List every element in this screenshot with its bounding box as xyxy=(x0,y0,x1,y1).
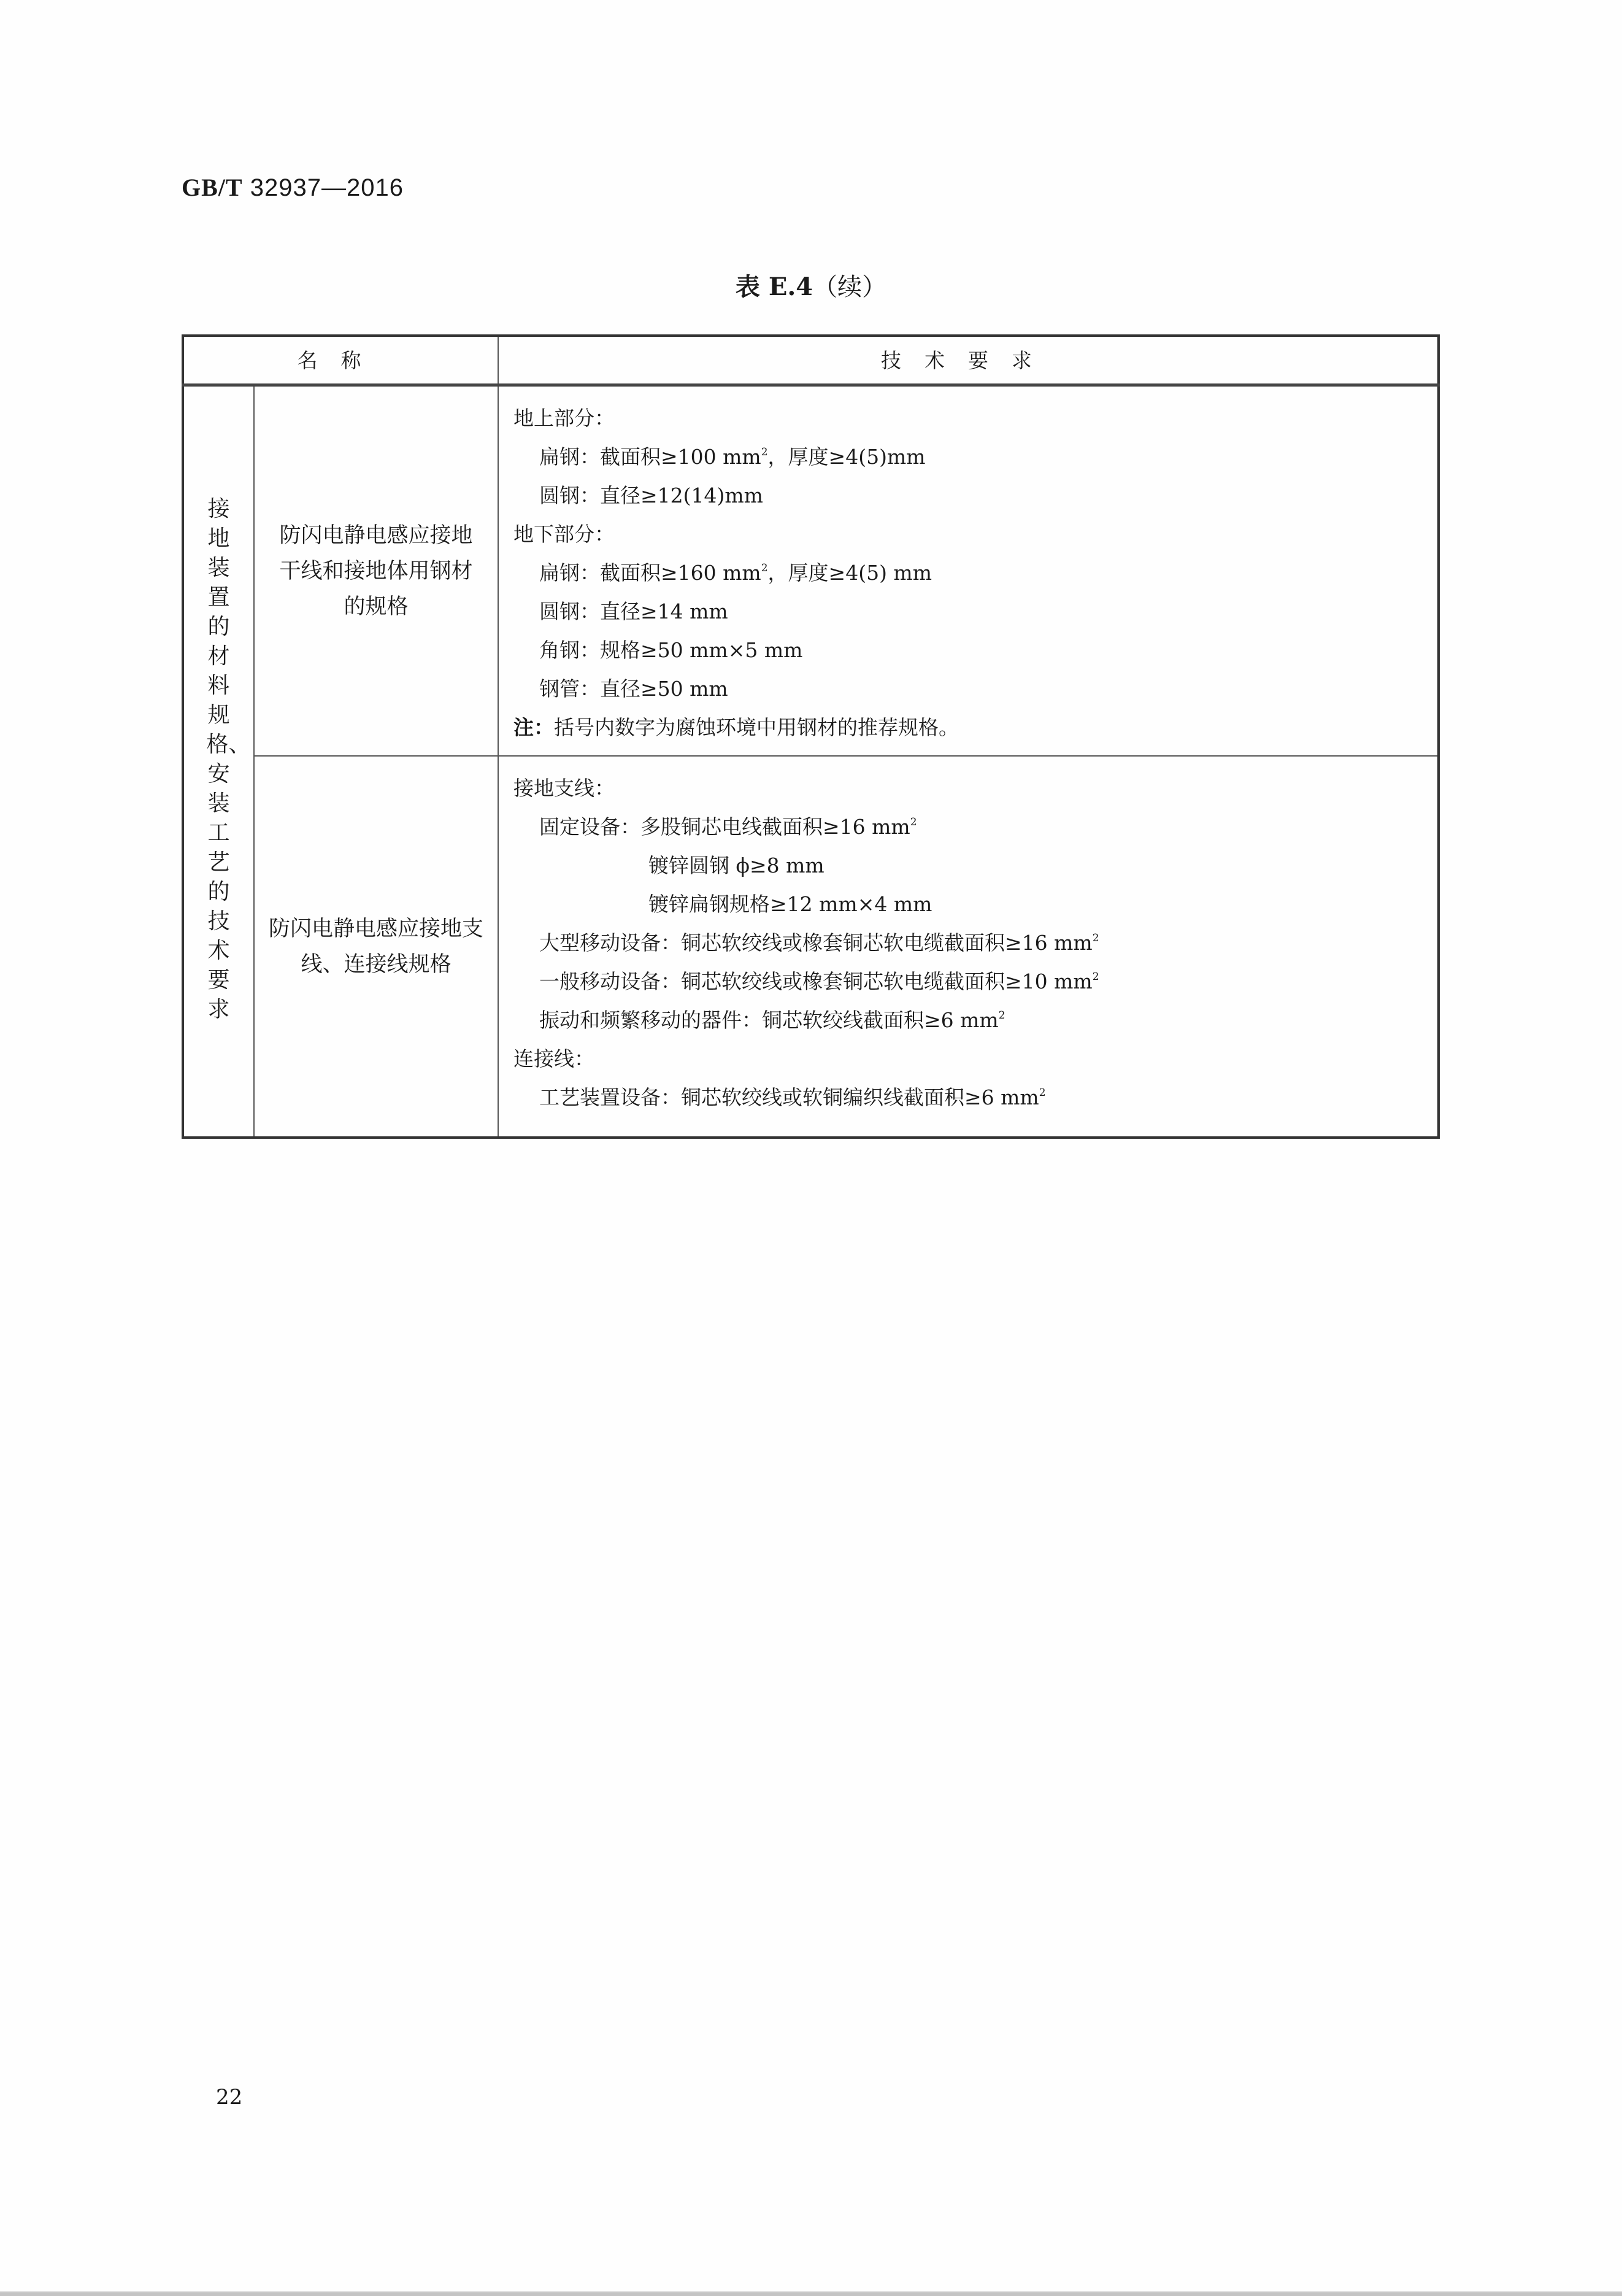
requirement-line: 一般移动设备：铜芯软绞线或橡套铜芯软电缆截面积≥10 $mm^2$ xyxy=(539,969,1099,993)
requirement-line: 振动和频繁移动的器件：铜芯软绞线截面积≥6 $mm^2$ xyxy=(539,1008,1005,1032)
table-caption-label: 表 E.4 xyxy=(735,272,813,301)
table-header-row xyxy=(183,336,1439,385)
requirement-line: 镀锌扁钢规格≥12 mm×4 mm xyxy=(648,892,932,916)
row-name-cell xyxy=(254,756,498,1138)
requirement-line: 工艺装置设备：铜芯软绞线或软铜编织线截面积≥6 $mm^2$ xyxy=(539,1085,1046,1109)
requirements-cell xyxy=(498,385,1439,757)
row-name: 防闪电静电感应接地干线和接地体用钢材的规格 xyxy=(279,523,473,619)
requirements-cell xyxy=(498,756,1439,1138)
requirement-line: 钢管：直径≥50 mm xyxy=(539,677,728,701)
table-row xyxy=(183,385,1439,757)
standard-number: 32937—2016 xyxy=(250,174,404,201)
group-label: 接地装置的材料规格、安装工艺的技术要求 xyxy=(206,496,251,1022)
requirement-line: 接地支线： xyxy=(513,776,615,800)
table-row xyxy=(183,756,1439,1138)
requirement-line: 扁钢：截面积≥160 $mm^2$，厚度≥4(5) mm xyxy=(539,561,932,585)
page-number: 22 xyxy=(216,2085,243,2109)
requirement-line: 圆钢：直径≥12(14)mm xyxy=(539,483,763,507)
requirement-line: 连接线： xyxy=(513,1047,594,1071)
standard-code-header xyxy=(182,173,404,202)
requirement-line: 地上部分： xyxy=(513,406,615,430)
requirement-line: 扁钢：截面积≥100 $mm^2$，厚度≥4(5)mm xyxy=(539,445,926,469)
spec-table xyxy=(182,334,1440,1139)
column-header-name: 名称 xyxy=(183,336,498,385)
column-header-requirements: 技术要求 xyxy=(498,336,1439,385)
page-bottom-edge xyxy=(0,2291,1622,2296)
requirement-line: 固定设备：多股铜芯电线截面积≥16 $mm^2$ xyxy=(539,815,917,839)
table-caption-continued: （续） xyxy=(813,273,887,301)
requirement-line: 角钢：规格≥50 mm×5 mm xyxy=(539,638,803,662)
table-caption xyxy=(0,268,1622,302)
note-text: 括号内数字为腐蚀环境中用钢材的推荐规格。 xyxy=(554,715,959,739)
requirement-line: 地下部分： xyxy=(513,522,615,546)
table-note xyxy=(513,708,1423,747)
standard-prefix: GB/T xyxy=(182,174,243,201)
requirement-line: 镀锌圆钢 ϕ≥8 mm xyxy=(648,853,824,877)
row-name: 防闪电静电感应接地支线、连接线规格 xyxy=(268,916,483,977)
requirement-line: 圆钢：直径≥14 mm xyxy=(539,599,728,623)
row-name-cell xyxy=(254,385,498,757)
group-label-cell xyxy=(183,385,254,1138)
requirement-line: 大型移动设备：铜芯软绞线或橡套铜芯软电缆截面积≥16 $mm^2$ xyxy=(539,931,1099,955)
note-label: 注： xyxy=(513,715,554,739)
